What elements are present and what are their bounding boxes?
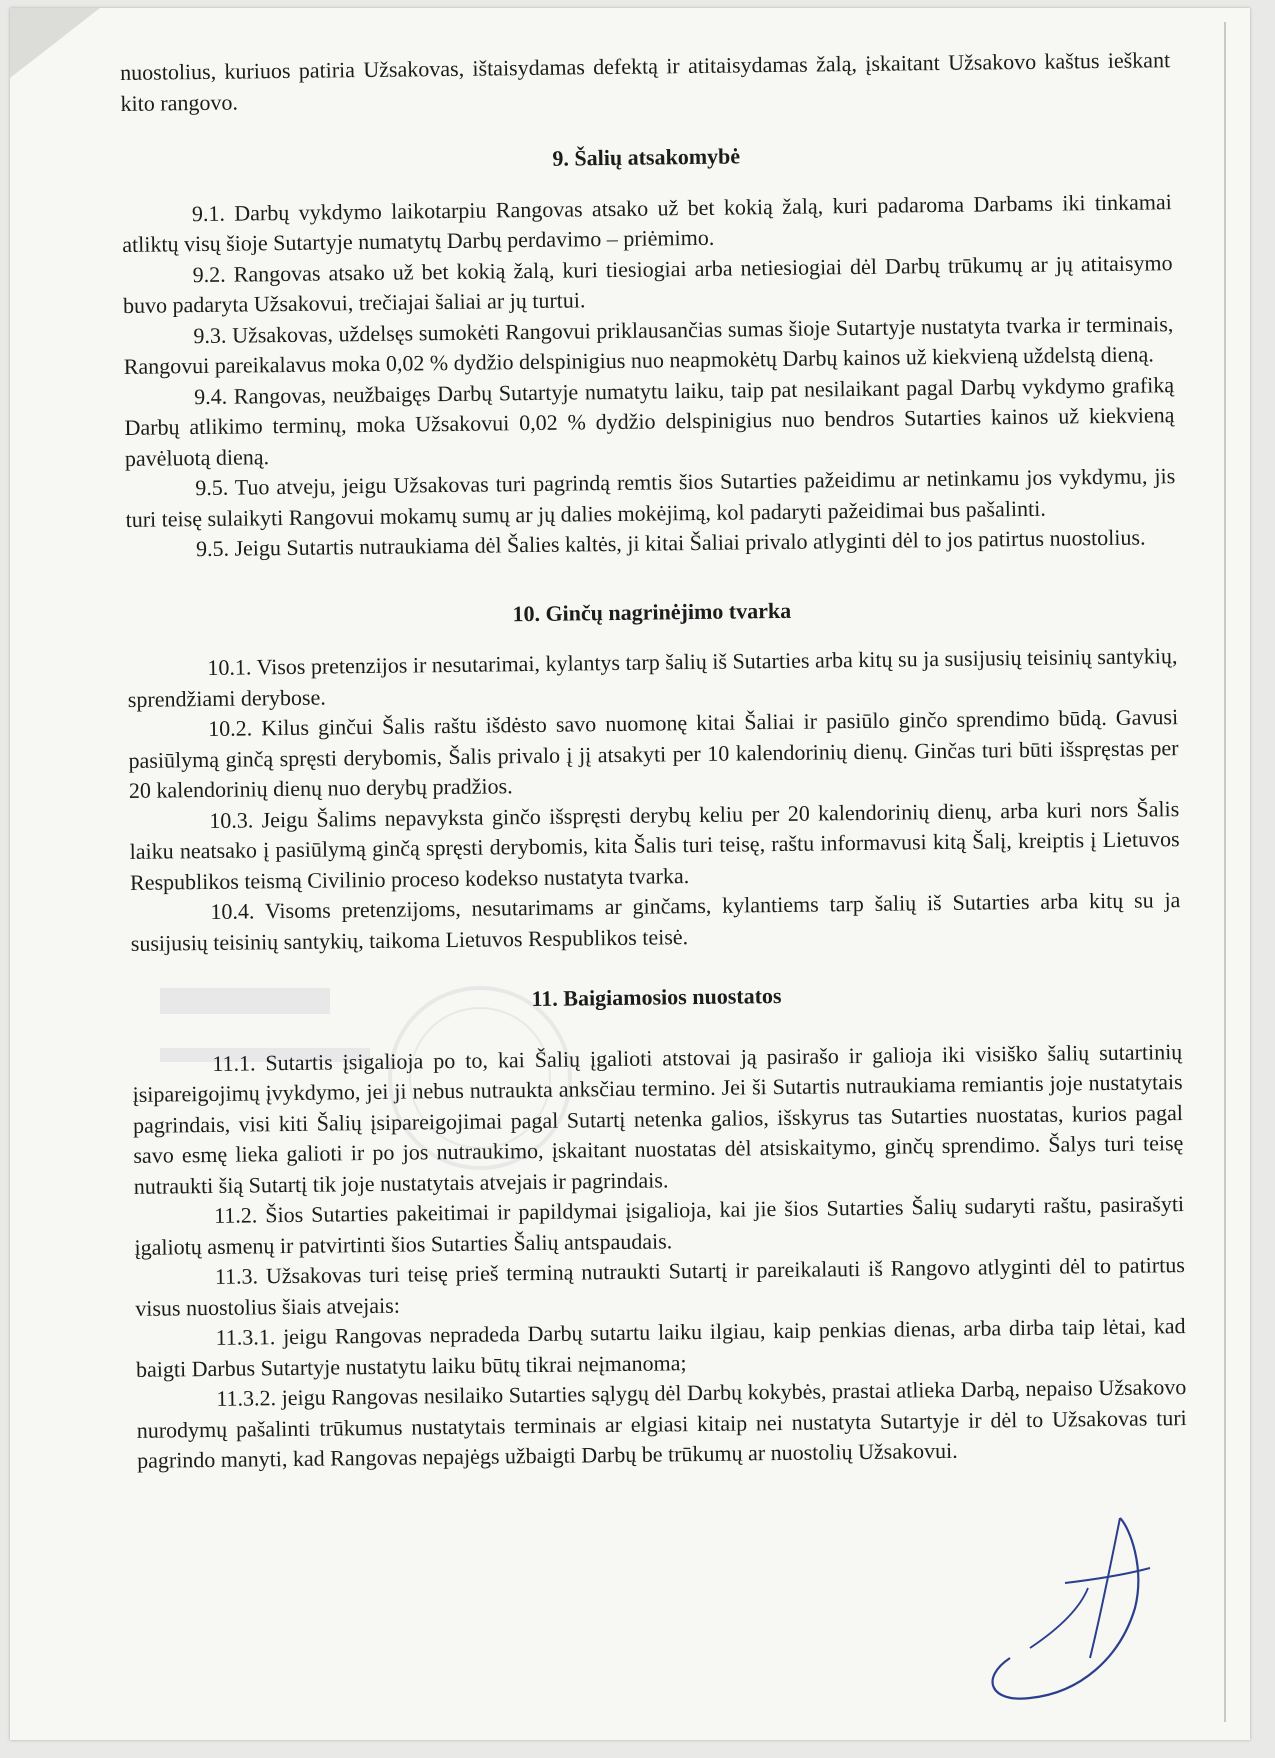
clause-9-3: 9.3. Užsakovas, uždelsęs sumokėti Rangovui priklausančias sumas šioje Sutartyje nustatyta tvarka ir terminais, Rangovui pareikalavus moka 0,02 % dydžio delspinigius nuo neapmokėtų Darbų kainos už kiekvieną uždelstą dieną. [123, 310, 1174, 379]
intro-paragraph: nuostolius, kuriuos patiria Užsakovas, ištaisydamas defektą ir atitaisydamas žalą, įskaitant Užsakovo kaštus ieškant kito rangovo. [120, 47, 1171, 116]
section-9-heading: 9. Šalių atsakomybė [552, 143, 741, 171]
clause-10-2: 10.2. Kilus ginčui Šalis raštu išdėsto savo nuomonę kitai Šaliai ir pasiūlo ginčo sprendimo būdą. Gavusi pasiūlymą ginčą spręsti derybomis, Šalis privalo į jį atsakyti per 10 kalendorinių dienų. Ginčas turi būti išspręstas per 20 kalendorinių dienų nuo derybų pradžios. [128, 704, 1179, 803]
clause-11-1: 11.1. Sutartis įsigalioja po to, kai Šalių įgalioti atstovai ją pasirašo ir galioja iki visiško šalių sutartinių įsipareigojimų įvykdymo, jei ji nebus nutraukta anksčiau termino. Jei ši Sutartis nutraukiama remiantis joje nustatytais pagrindais, visi kiti Šalių įsipareigojimai pagal Sutartį netenka galios, išskyrus tas Sutarties nuostatas, kurios pagal savo esmę lieka galioti ir po jos nutraukimo, įskaitant nuostatas dėl atsiskaitymo, ginčų sprendimo. Šalys turi teisę nutraukti šią Sutartį tik joje nustatytais atvejais ir pagrindais. [132, 1038, 1184, 1199]
section-10-heading: 10. Ginčų nagrinėjimo tvarka [512, 597, 792, 626]
clause-9-4: 9.4. Rangovas, neužbaigęs Darbų Sutartyje numatytu laiku, taip pat nesilaikant pagal Darbų vykdymo grafiką Darbų atlikimo terminų, moka Užsakovui 0,02 % dydžio delspinigius nuo bendros Sutarties kainos už kiekvieną pavėluotą dieną. [124, 371, 1175, 471]
clause-9-5a: 9.5. Tuo atveju, jeigu Užsakovas turi pagrindą remtis šios Sutarties pažeidimu ar netinkamu jos vykdymu, jis turi teisę sulaikyti Rangovui mokamų sumų ar jų dalies mokėjimą, kol padaryti pažeidimai bus pašalinti. [125, 463, 1176, 532]
clause-10-3: 10.3. Jeigu Šalims nepavyksta ginčo išspręsti derybų keliu per 20 kalendorinių dienų, arba kuri nors Šalis laiku neatsako į pasiūlymą ginčą spręsti derybomis, kita Šalis turi teisę, raštu informavusi kitą Šalį, kreiptis į Lietuvos Respublikos teismą Civilinio proceso kodekso nustatyta tvarka. [129, 795, 1180, 895]
clause-11-3: 11.3. Užsakovas turi teisę prieš terminą nutraukti Sutartį ir pareikalauti iš Rangovo atlyginti dėl to patirtus visus nuostolius šiais atvejais: [135, 1252, 1185, 1321]
document-body [120, 45, 1187, 1476]
handwritten-signature [970, 1508, 1170, 1708]
clause-9-1: 9.1. Darbų vykdymo laikotarpiu Rangovas atsako už bet kokią žalą, kuri padaroma Darbams iki tinkamai atliktų visų šioje Sutartyje numatytų Darbų perdavimo – priėmimo. [122, 188, 1172, 257]
clause-11-3-1: 11.3.1. jeigu Rangovas nepradeda Darbų sutartu laiku ilgiau, kaip penkias dienas, arba dirba taip lėtai, kad baigti Darbus Sutartyje nustatytu laiku būtų tikrai neįmanoma; [135, 1313, 1186, 1382]
document-page [10, 8, 1250, 1740]
folded-corner [10, 8, 100, 78]
clause-10-4: 10.4. Visoms pretenzijoms, nesutarimams ar ginčams, kylantiems tarp šalių iš Sutarties arba kitų su ja susijusių teisinių santykių, taikoma Lietuvos Respublikos teisė. [130, 887, 1181, 956]
section-11-heading: 11. Baigiamosios nuostatos [531, 982, 782, 1012]
clause-9-2: 9.2. Rangovas atsako už bet kokią žalą, kuri tiesiogiai arba netiesiogiai dėl Darbų trūkumų ar jų atitaisymo buvo padaryta Užsakovui, trečiajai šaliai ar jų turtui. [122, 249, 1173, 318]
clause-10-1: 10.1. Visos pretenzijos ir nesutarimai, kylantys tarp šalių iš Sutarties arba kitų su ja susijusių teisinių santykių, sprendžiami derybose. [127, 643, 1178, 712]
page-edge [1224, 22, 1226, 1722]
clause-11-3-2: 11.3.2. jeigu Rangovas nesilaiko Sutarties sąlygų dėl Darbų kokybės, prastai atlieka Darbą, nepaiso Užsakovo nurodymų pašalinti trūkumus nustatytais terminais ar elgiasi kitaip nei nustatyta Sutartyje ir dėl to Užsakovas turi pagrindo manyti, kad Rangovas nepajėgs užbaigti Darbų be trūkumų ar nuostolių Užsakovui. [136, 1374, 1187, 1473]
clause-11-2: 11.2. Šios Sutarties pakeitimai ir papildymai įsigalioja, kai jie šios Sutarties Šalių sudaryti raštu, pasirašyti įgaliotų asmenų ir patvirtinti šios Sutarties Šalių antspaudais. [134, 1191, 1185, 1260]
clause-9-5b: 9.5. Jeigu Sutartis nutraukiama dėl Šalies kaltės, ji kitai Šaliai privalo atlyginti dėl to jos patirtus nuostolius. [195, 524, 1146, 562]
